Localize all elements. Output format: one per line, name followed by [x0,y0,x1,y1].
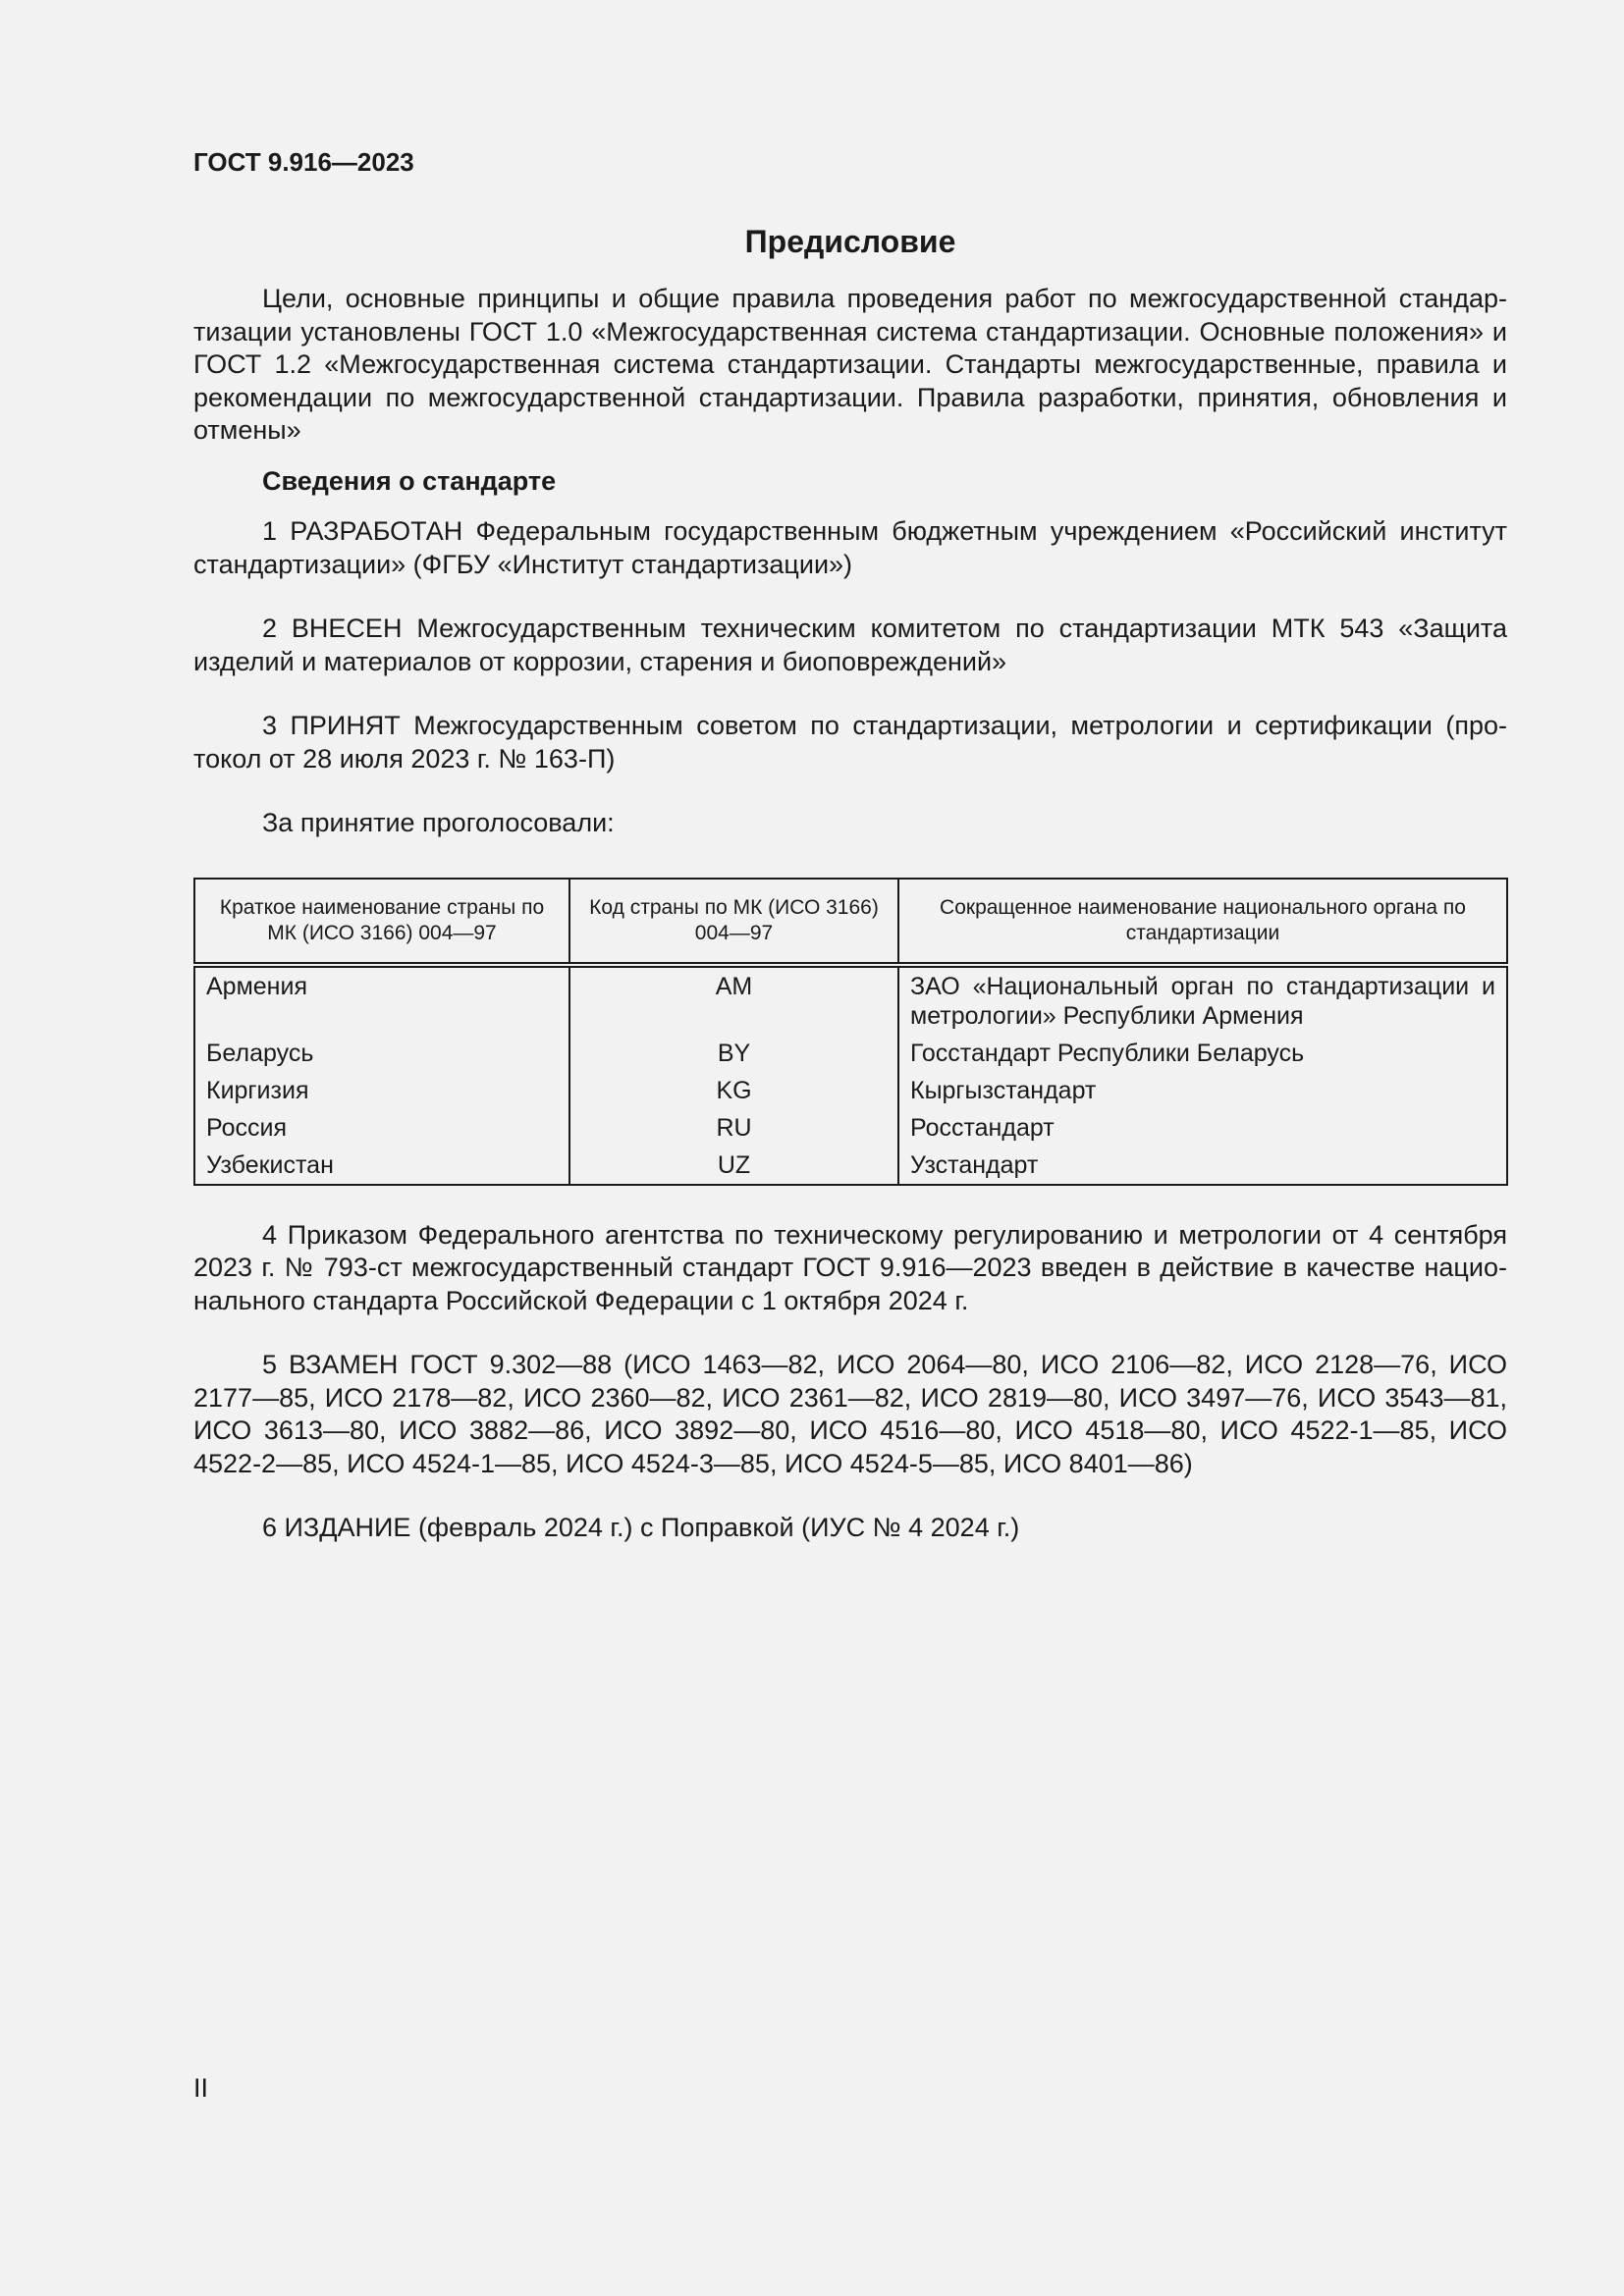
page-number: II [193,2073,209,2103]
item-3-adopted: 3 ПРИНЯТ Межгосударственным советом по стандартизации, метрологии и сертификации (протокол от 28 июля 2023 г. № 163-П) [193,711,1507,774]
table-row [194,1072,1507,1109]
country-code: AM [569,965,898,1035]
voting-countries-table [193,878,1508,1186]
country-code: BY [569,1035,898,1072]
header-country-code: Код страны по МК (ИСО 3166) 004—97 [569,879,898,965]
national-body: Узстандарт [898,1147,1507,1185]
item-5-replaces: 5 ВЗАМЕН ГОСТ 9.302—88 (ИСО 1463—82, ИСО 2064—80, ИСО 2106—82, ИСО 2128—76, ИСО 2177—85, ИСО 2178—82, ИСО 2360—82, ИСО 2361—82, ИСО 2819—80, ИСО 3497—76, ИСО 3543—81, ИСО 3613—80, ИСО 3882—86, ИСО 3892—80, ИСО 4516—80, ИСО 4518—80, ИСО 4522-1—85, ИСО 4522-2—85, ИСО 4524-1—85, ИСО 4524-3—85, ИСО 4524-5—85, ИСО 8401—86) [193,1350,1507,1478]
document-code: ГОСТ 9.916—2023 [193,147,414,177]
page-title: Предисловие [744,224,956,259]
national-body: Кыргызстандарт [898,1072,1507,1109]
country-code: KG [569,1072,898,1109]
country-name: Киргизия [194,1072,569,1109]
national-body: ЗАО «Национальный орган по стандартизации и метрологии» Республики Армения [898,965,1507,1035]
national-body: Госстандарт Республики Беларусь [898,1035,1507,1072]
table-row [194,1109,1507,1147]
document-body [193,283,1507,1545]
header-country-name: Краткое наименование страны по МК (ИСО 3166) 004—97 [194,879,569,965]
national-body: Росстандарт [898,1109,1507,1147]
item-6-edition: 6 ИЗДАНИЕ (февраль 2024 г.) с Поправкой (ИУС № 4 2024 г.) [262,1513,1020,1542]
table-row [194,965,1507,1035]
country-code: UZ [569,1147,898,1185]
country-name: Армения [194,965,569,1035]
item-2-submitted: 2 ВНЕСЕН Межгосударственным техническим комитетом по стандартизации МТК 543 «Защита изделий и материалов от коррозии, старения и биоповреждений» [193,614,1507,676]
country-code: RU [569,1109,898,1147]
header-national-body: Сокращенное наименование национального органа по стандартизации [898,879,1507,965]
country-name: Беларусь [194,1035,569,1072]
country-name: Россия [194,1109,569,1147]
intro-paragraph: Цели, основные принципы и общие правила проведения работ по межгосударственной стандартизации установлены ГОСТ 1.0 «Межгосударственная система стандартизации. Основные положения» и ГОСТ 1.2 «Межгосударственная система стандартизации. Стандарты межгосударственные, правила и рекомендации по межгосударственной стандартизации. Правила разработки, принятия, обновления и отмены» [193,284,1507,445]
country-name: Узбекистан [194,1147,569,1185]
table-header-row [194,879,1507,965]
vote-caption: За принятие проголосовали: [262,808,615,837]
table-row [194,1035,1507,1072]
info-heading: Сведения о стандарте [262,465,557,496]
table-row [194,1147,1507,1185]
item-4-enacted: 4 Приказом Федерального агентства по техническому регулированию и метрологии от 4 сентября 2023 г. № 793-ст межгосударственный стандарт ГОСТ 9.916—2023 введен в действие в качестве национального стандарта Российской Федерации с 1 октября 2024 г. [193,1219,1507,1315]
item-1-developed: 1 РАЗРАБОТАН Федеральным государственным бюджетным учреждением «Российский институт стандартизации» (ФГБУ «Институт стандартизации») [193,516,1507,579]
